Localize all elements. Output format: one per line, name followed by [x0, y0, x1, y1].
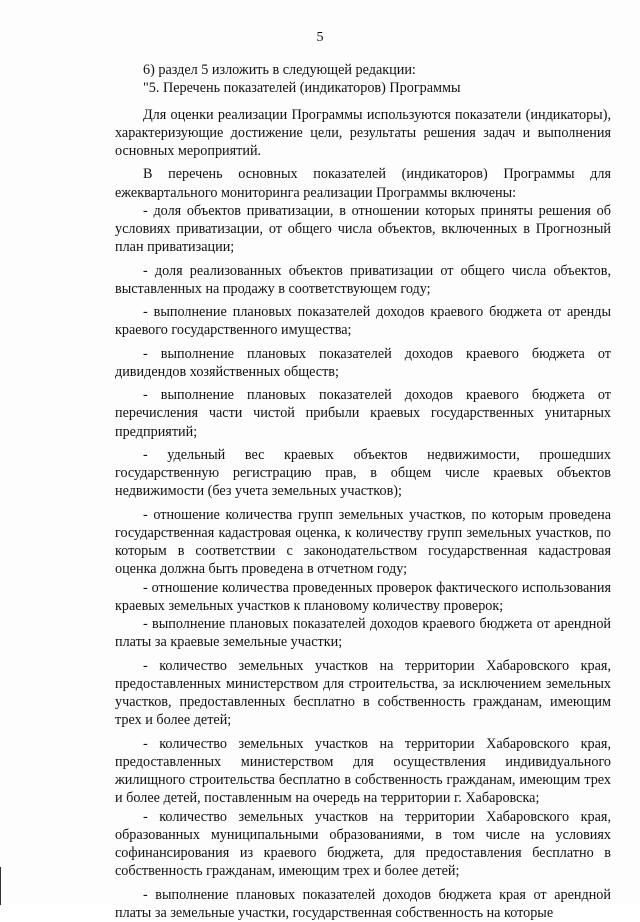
list-item: - количество земельных участков на территории Хабаровского края, предоставленных министерством для строительства, за исключением земельных участков, предоставленных бесплатно в собственность гражданам, имеющим трех и более детей; [115, 657, 611, 730]
list-item: - отношение количества групп земельных участков, по которым проведена государственная кадастровая оценка, к количеству групп земельных участков, по которым в соответствии с законодательством государственная кадастровая оценка должна быть проведена в отчетном году; [115, 506, 611, 579]
list-item: - выполнение плановых показателей доходов краевого бюджета от дивидендов хозяйственных обществ; [115, 345, 611, 382]
list-item: - доля объектов приватизации, в отношении которых приняты решения об условиях приватизации, от общего числа объектов, включенных в Прогнозный план приватизации; [115, 202, 611, 257]
amendment-intro: 6) раздел 5 изложить в следующей редакции: [115, 61, 611, 79]
list-item: - удельный вес краевых объектов недвижимости, прошедших государственную регистрацию прав, в общем числе краевых объектов недвижимости (без учета земельных участков); [115, 446, 611, 501]
scan-edge-mark [0, 867, 1, 905]
page-number: 5 [0, 30, 640, 46]
section-heading: "5. Перечень показателей (индикаторов) Программы [115, 79, 611, 97]
list-item: - доля реализованных объектов приватизации от общего числа объектов, выставленных на продажу в соответствующем году; [115, 262, 611, 299]
list-item: - выполнение плановых показателей доходов бюджета края от арендной платы за земельные участки, государственная собственность на которые [115, 886, 611, 922]
list-item: - количество земельных участков на территории Хабаровского края, предоставленных министерством для осуществления индивидуального жилищного строительства бесплатно в собственность гражданам, имеющим трех и более детей, поставленным на очередь на территории г. Хабаровска; [115, 735, 611, 808]
list-item: - выполнение плановых показателей доходов краевого бюджета от аренды краевого государственного имущества; [115, 303, 611, 340]
list-item: - количество земельных участков на территории Хабаровского края, образованных муниципальными образованиями, в том числе на условиях софинансирования из краевого бюджета, для предоставления бесплатно в собственность гражданам, имеющим трех и более детей; [115, 808, 611, 881]
list-item: - отношение количества проведенных проверок фактического использования краевых земельных участков к плановому количеству проверок; [115, 579, 611, 616]
paragraph: Для оценки реализации Программы используются показатели (индикаторы), характеризующие достижение цели, результаты решения задач и выполнения основных мероприятий. [115, 106, 611, 161]
list-item: - выполнение плановых показателей доходов краевого бюджета от арендной платы за краевые земельные участки; [115, 615, 611, 652]
paragraph: В перечень основных показателей (индикаторов) Программы для ежеквартального мониторинга реализации Программы включены: [115, 165, 611, 202]
document-body [115, 61, 611, 922]
list-item: - выполнение плановых показателей доходов краевого бюджета от перечисления части чистой прибыли краевых государственных унитарных предприятий; [115, 386, 611, 441]
